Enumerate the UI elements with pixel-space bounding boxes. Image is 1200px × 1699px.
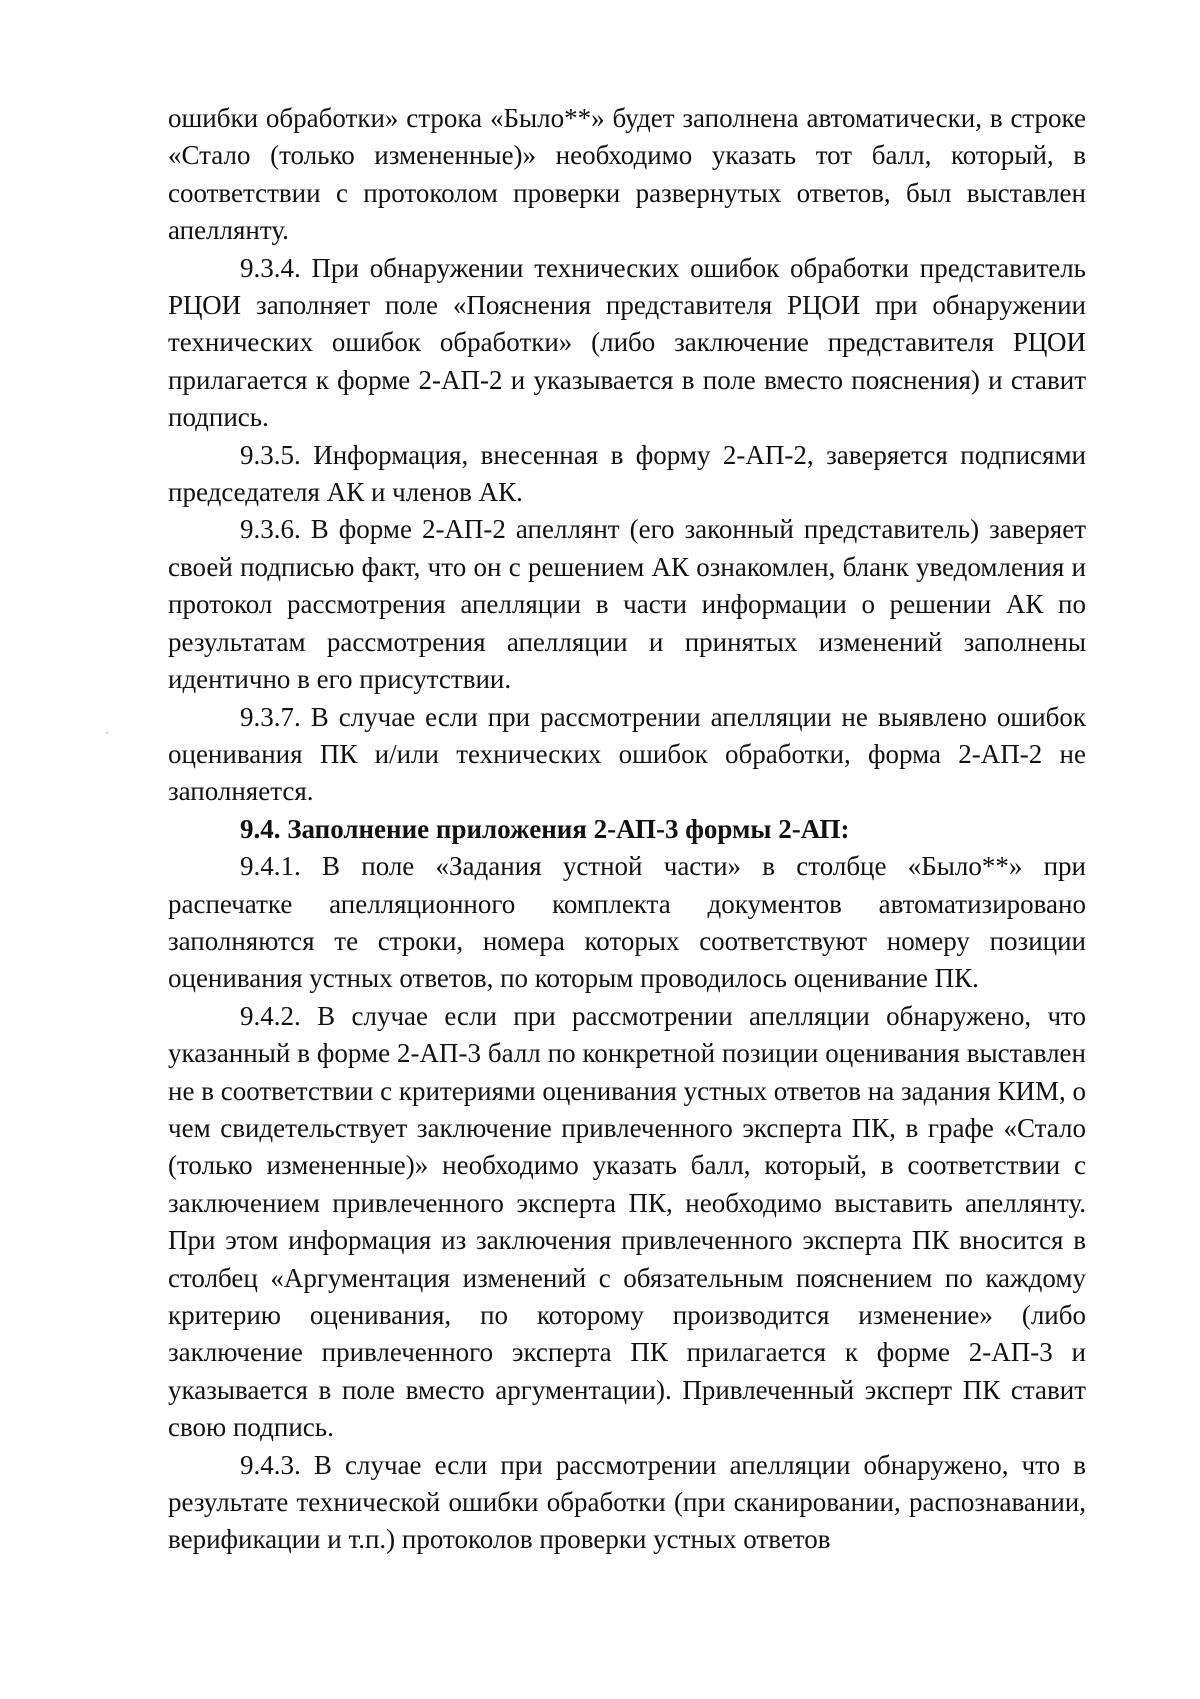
margin-scan-mark (106, 732, 108, 734)
paragraph-9-3-6: 9.3.6. В форме 2-АП-2 апеллянт (его законный представитель) заверяет своей подписью факт, что он с решением АК ознакомлен, бланк уведомления и протокол рассмотрения апелляции в части информации о решении АК по результатам рассмотрения апелляции и принятых изменений заполнены идентично в его присутствии. (168, 514, 1086, 695)
paragraph-9-4-1: 9.4.1. В поле «Задания устной части» в столбце «Было**» при распечатке апелляционного комплекта документов автоматизировано заполняются те строки, номера которых соответствуют номеру позиции оценивания устных ответов, по которым проводилось оценивание ПК. (168, 851, 1086, 994)
paragraph-9-4-3: 9.4.3. В случае если при рассмотрении апелляции обнаружено, что в результате технической ошибки обработки (при сканировании, распознавании, верификации и т.п.) протоколов проверки устных ответов (168, 1449, 1086, 1555)
paragraph-9-3-5: 9.3.5. Информация, внесенная в форму 2-АП-2, заверяется подписями председателя АК и членов АК. (168, 439, 1086, 508)
paragraph-9-4-2: 9.4.2. В случае если при рассмотрении апелляции обнаружено, что указанный в форме 2-АП-3 балл по конкретной позиции оценивания выставлен не в соответствии с критериями оценивания устных ответов на задания КИМ, о чем свидетельствует заключение привлеченного эксперта ПК, в графе «Стало (только измененные)» необходимо указать балл, который, в соответствии с заключением привлеченного эксперта ПК, необходимо выставить апеллянту. При этом информация из заключения привлеченного эксперта ПК вносится в столбец «Аргументация изменений с обязательным пояснением по каждому критерию оценивания, по которому производится изменение» (либо заключение привлеченного эксперта ПК прилагается к форме 2-АП-3 и указывается в поле вместо аргументации). Привлеченный эксперт ПК ставит свою подпись. (168, 1000, 1086, 1443)
document-body (168, 100, 1086, 1559)
section-heading-9-4: 9.4. Заполнение приложения 2-АП-3 формы 2-АП: (240, 813, 850, 844)
paragraph-continuation: ошибки обработки» строка «Было**» будет заполнена автоматически, в строке «Стало (только измененные)» необходимо указать тот балл, который, в соответствии с протоколом проверки развернутых ответов, был выставлен апеллянту. (168, 103, 1086, 246)
paragraph-9-3-7: 9.3.7. В случае если при рассмотрении апелляции не выявлено ошибок оценивания ПК и/или технических ошибок обработки, форма 2-АП-2 не заполняется. (168, 701, 1086, 807)
paragraph-9-3-4: 9.3.4. При обнаружении технических ошибок обработки представитель РЦОИ заполняет поле «Пояснения представителя РЦОИ при обнаружении технических ошибок обработки» (либо заключение представителя РЦОИ прилагается к форме 2-АП-2 и указывается в поле вместо пояснения) и ставит подпись. (168, 252, 1086, 433)
